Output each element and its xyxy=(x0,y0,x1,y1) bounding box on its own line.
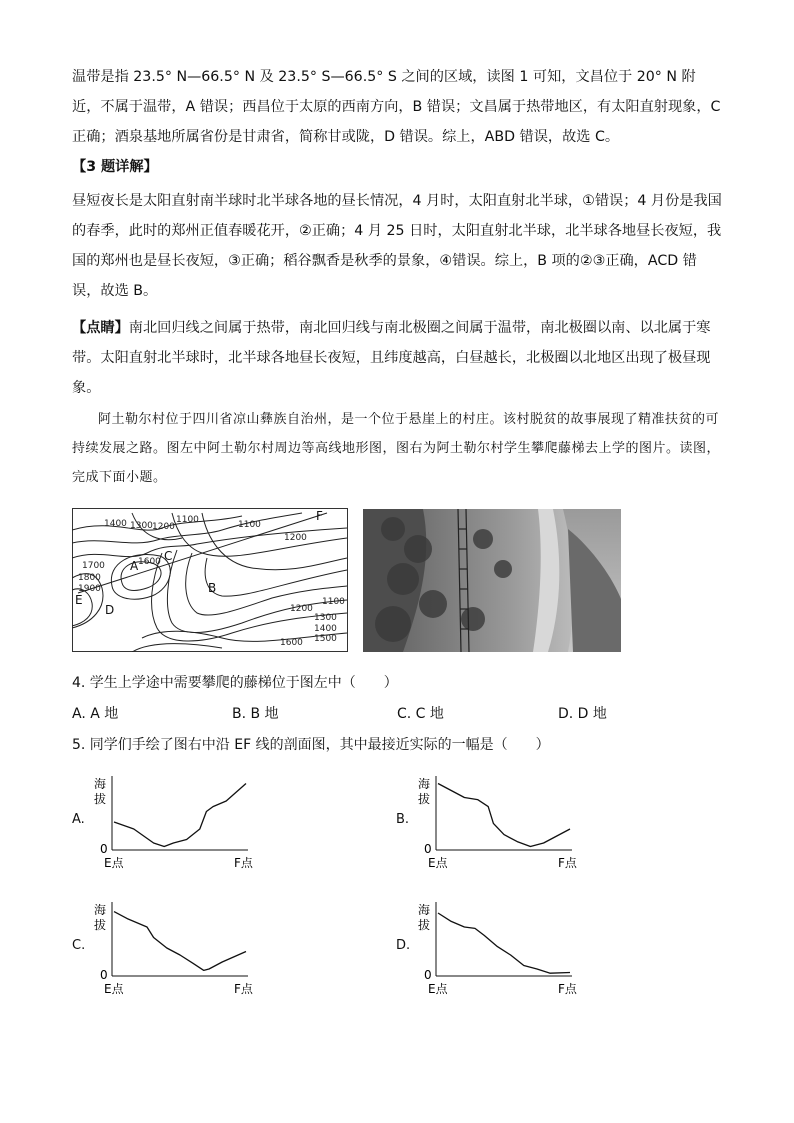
contour-label: 1100 xyxy=(176,515,199,525)
contour-label: 1600 xyxy=(138,557,161,567)
origin-label: 0 xyxy=(100,968,108,982)
question-4-stem: 4. 学生上学途中需要攀爬的藤梯位于图左中（ ） xyxy=(72,675,398,691)
chart-c-option[interactable]: C. xyxy=(72,938,86,953)
y-axis-label-1: 海 xyxy=(418,777,431,791)
contour-label: 1400 xyxy=(104,519,127,529)
x-end-label: F点 xyxy=(234,856,253,870)
profile-chart-a xyxy=(88,770,258,874)
x-end-label: F点 xyxy=(234,982,253,996)
answer-paragraph-3: 昼短夜长是太阳直射南半球时北半球各地的昼长情况，4 月时，太阳直射北半球，①错误；4 月份是我国的春季，此时的郑州正值春暖花开，②正确；4 月 25 日时，太阳直射北半球，北半球各地昼长夜短，我国的郑州也是昼长夜短，③正确；稻谷飘香是秋季的景象，④错误。综上，B 项的②③正确，ACD 错误，故选 B。 xyxy=(72,193,722,299)
profile-chart-c xyxy=(88,896,258,1000)
point-a-label: A xyxy=(130,559,139,573)
cliff-ladder-photo xyxy=(363,509,621,652)
y-axis-label-2: 拔 xyxy=(418,792,431,806)
contour-label: 1100 xyxy=(238,520,261,530)
contour-label: 1300 xyxy=(130,521,153,531)
chart-a-option[interactable]: A. xyxy=(72,812,85,827)
y-axis-label-1: 海 xyxy=(418,903,431,917)
x-end-label: F点 xyxy=(558,982,577,996)
profile-line xyxy=(114,912,246,971)
contour-label: 1900 xyxy=(78,584,101,594)
chart-d-option[interactable]: D. xyxy=(396,938,411,953)
contour-map xyxy=(72,508,348,652)
contour-label: 1200 xyxy=(152,522,175,532)
origin-label: 0 xyxy=(424,842,432,856)
heading-q3: 【3 题详解】 xyxy=(72,159,158,175)
point-b-label: B xyxy=(208,581,217,595)
intro-paragraph: 阿土勒尔村位于四川省凉山彝族自治州，是一个位于悬崖上的村庄。该村脱贫的故事展现了精准扶贫的可持续发展之路。图左中阿土勒尔村周边等高线地形图，图右为阿土勒尔村学生攀爬藤梯去上学的图片。读图，完成下面小题。 xyxy=(72,412,721,485)
chart-b-option[interactable]: B. xyxy=(396,812,410,827)
contour-label: 1500 xyxy=(314,634,337,644)
origin-label: 0 xyxy=(100,842,108,856)
contour-label: 1200 xyxy=(290,604,313,614)
point-e-label: E xyxy=(75,593,83,607)
option-a[interactable]: A. A 地 xyxy=(72,706,119,722)
answer-paragraph-2: 温带是指 23.5° N—66.5° N 及 23.5° S—66.5° S 之间的区域，读图 1 可知，文昌位于 20° N 附近，不属于温带，A 错误；西昌位于太原的西南方向，B 错误；文昌属于热带地区，有太阳直射现象，C 正确；酒泉基地所属省份是甘肃省，简称甘或陇，D 错误。综上，ABD 错误，故选 C。 xyxy=(72,69,721,145)
contour-label: 1800 xyxy=(78,573,101,583)
tip-paragraph xyxy=(72,313,724,403)
profile-line xyxy=(438,913,570,973)
option-b[interactable]: B. B 地 xyxy=(232,706,279,722)
x-start-label: E点 xyxy=(428,982,448,996)
profile-chart-d xyxy=(412,896,582,1000)
profile-line xyxy=(438,784,570,847)
contour-label: 1600 xyxy=(280,638,303,648)
point-f-label: F xyxy=(316,509,323,523)
x-start-label: E点 xyxy=(428,856,448,870)
y-axis-label-1: 海 xyxy=(94,777,107,791)
contour-label: 1700 xyxy=(82,561,105,571)
y-axis-label-2: 拔 xyxy=(94,918,107,932)
x-start-label: E点 xyxy=(104,856,124,870)
point-c-label: C xyxy=(164,549,173,563)
y-axis-label-2: 拔 xyxy=(418,918,431,932)
tip-text: 南北回归线之间属于热带，南北回归线与南北极圈之间属于温带，南北极圈以南、以北属于寒带。太阳直射北半球时，北半球各地昼长夜短，且纬度越高，白昼越长，北极圈以北地区出现了极昼现象。 xyxy=(72,320,711,396)
question-5-stem: 5. 同学们手绘了图右中沿 EF 线的剖面图，其中最接近实际的一幅是（ ） xyxy=(72,737,550,753)
option-c[interactable]: C. C 地 xyxy=(397,706,444,722)
contour-label: 1400 xyxy=(314,624,337,634)
y-axis-label-1: 海 xyxy=(94,903,107,917)
contour-label: 1200 xyxy=(284,533,307,543)
y-axis-label-2: 拔 xyxy=(94,792,107,806)
contour-label: 1300 xyxy=(314,613,337,623)
point-d-label: D xyxy=(105,603,115,617)
origin-label: 0 xyxy=(424,968,432,982)
profile-chart-b xyxy=(412,770,582,874)
x-start-label: E点 xyxy=(104,982,124,996)
option-d[interactable]: D. D 地 xyxy=(558,706,607,722)
tip-label: 【点睛】 xyxy=(72,320,129,336)
x-end-label: F点 xyxy=(558,856,577,870)
contour-label: 1100 xyxy=(322,597,345,607)
profile-line xyxy=(114,784,246,847)
